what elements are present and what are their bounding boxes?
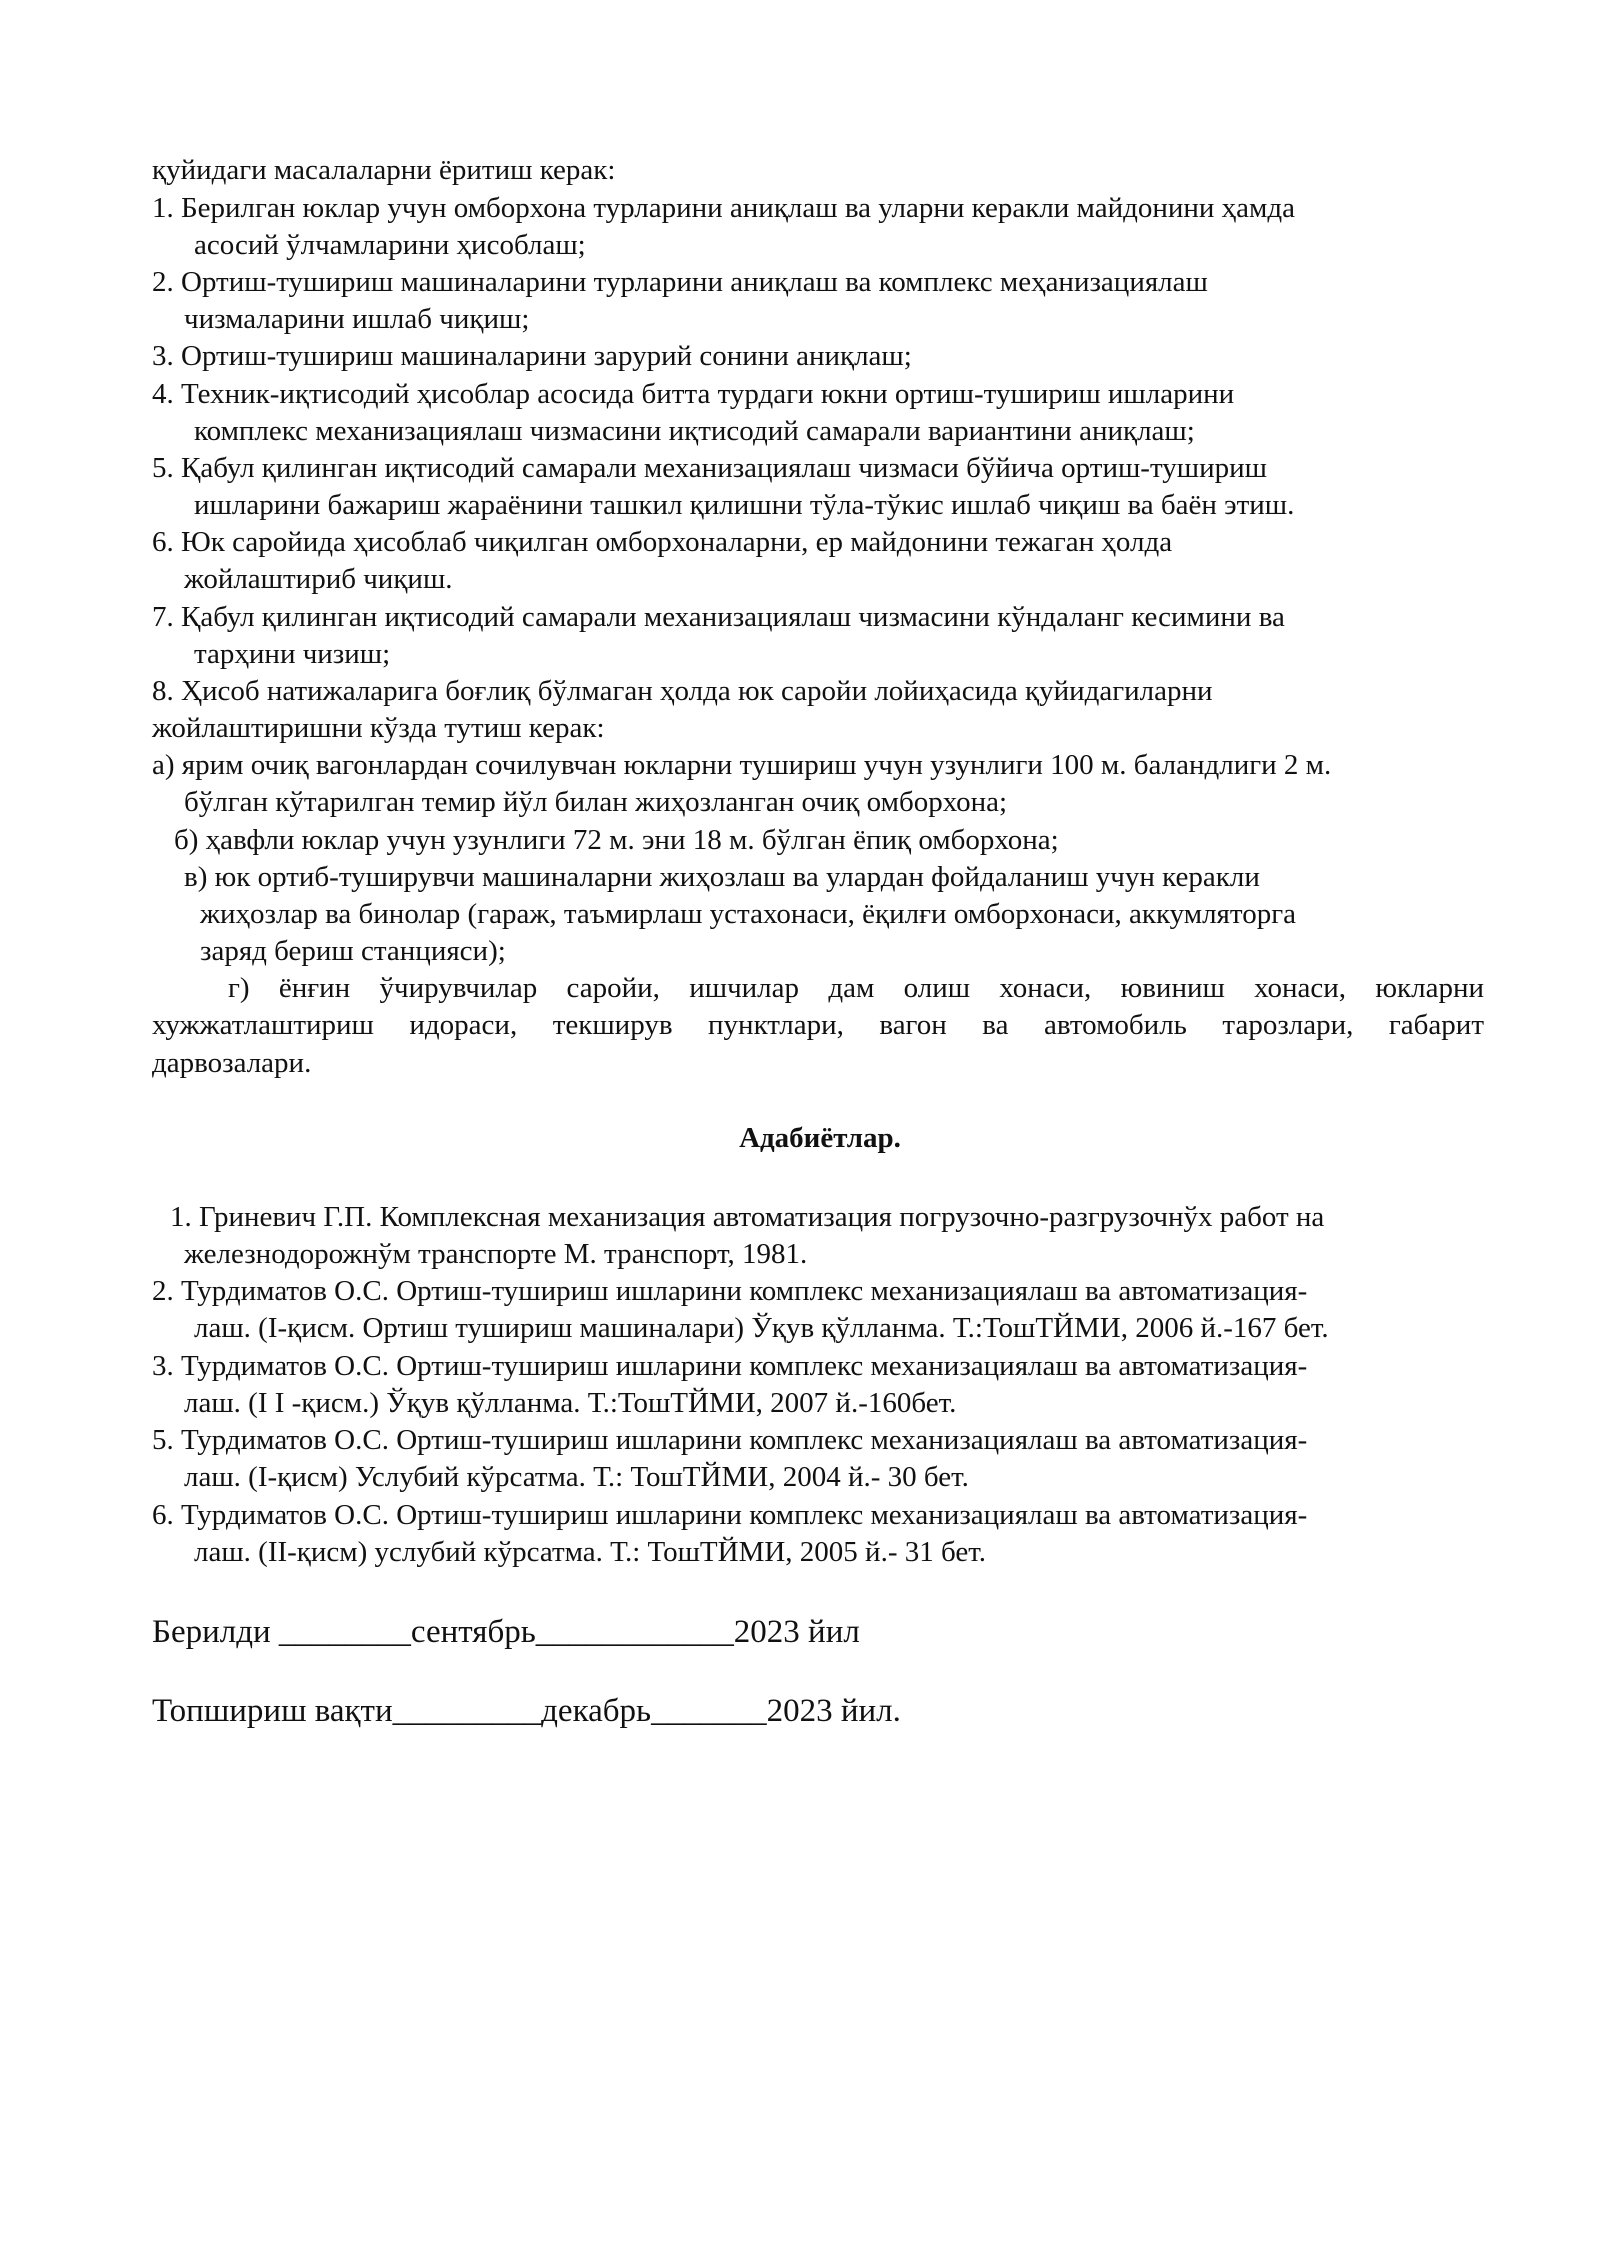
task-item-7-line-2: тарҳини чизиш;: [194, 638, 391, 670]
task-item-2-line-1: 2. Ортиш-тушириш машиналарини турларини аниқлаш ва комплекс меҳанизациялаш: [152, 266, 1208, 298]
task-item-6-line-2: жойлаштириб чиқиш.: [184, 563, 453, 595]
issued-date-line: Берилди ________сентябрь____________2023 йил: [152, 1614, 860, 1650]
task-item-4-line-1: 4. Техник-иқтисодий ҳисоблар асосида битта турдаги юкни ортиш-тушириш ишларини: [152, 378, 1235, 410]
task-item-8-line-2: жойлаштиришни кўзда тутиш керак:: [152, 712, 605, 744]
subitem-a-line-2: бўлган кўтарилган темир йўл билан жиҳозланган очиқ омборхона;: [184, 786, 1008, 818]
task-item-2-line-2: чизмаларини ишлаб чиқиш;: [184, 303, 530, 335]
subitem-g-line-2: хужжатлаштириш идораси, текширув пунктлари, вагон ва автомобиль тарозлари, габарит: [152, 1009, 1484, 1041]
task-item-5-line-2: ишларини бажариш жараёнини ташкил қилишни тўла-тўкис ишлаб чиқиш ва баён этиш.: [194, 489, 1295, 521]
task-item-3: 3. Ортиш-тушириш машиналарини зарурий сонини аниқлаш;: [152, 340, 912, 372]
subitem-v-line-1: в) юк ортиб-туширувчи машиналарни жиҳозлаш ва улардан фойдаланиш учун керакли: [184, 861, 1260, 893]
reference-3-line-1: 3. Турдиматов О.С. Ортиш-тушириш ишларини комплекс механизациялаш ва автоматизация-: [152, 1350, 1308, 1382]
task-item-5-line-1: 5. Қабул қилинган иқтисодий самарали механизациялаш чизмаси бўйича ортиш-тушириш: [152, 452, 1267, 484]
tasks-intro: қуйидаги масалаларни ёритиш керак:: [152, 154, 616, 186]
task-item-1-line-1: 1. Берилган юклар учун омборхона турларини аниқлаш ва уларни керакли майдонини ҳамда: [152, 192, 1296, 224]
reference-1-line-2: железнодорожнўм транспорте М. транспорт, 1981.: [184, 1238, 808, 1270]
reference-2-line-1: 2. Турдиматов О.С. Ортиш-тушириш ишларини комплекс механизациялаш ва автоматизация-: [152, 1275, 1308, 1307]
task-item-1-line-2: асосий ўлчамларини ҳисоблаш;: [194, 229, 586, 261]
task-item-7-line-1: 7. Қабул қилинган иқтисодий самарали механизациялаш чизмасини кўндаланг кесимини ва: [152, 601, 1285, 633]
reference-6-line-2: лаш. (II-қисм) услубий кўрсатма. Т.: ТошТЙМИ, 2005 й.- 31 бет.: [194, 1536, 986, 1568]
reference-5-line-1: 5. Турдиматов О.С. Ортиш-тушириш ишларини комплекс механизациялаш ва автоматизация-: [152, 1424, 1308, 1456]
reference-3-line-2: лаш. (I I -қисм.) Ўқув қўлланма. Т.:ТошТЙМИ, 2007 й.-160бет.: [184, 1387, 957, 1419]
reference-1-line-1: 1. Гриневич Г.П. Комплексная механизация автоматизация погрузочно-разгрузочнўх работ на: [170, 1201, 1325, 1233]
subitem-a-line-1: а) ярим очиқ вагонлардан сочилувчан юкларни тушириш учун узунлиги 100 м. баландлиги 2 м.: [152, 749, 1332, 781]
subitem-v-line-3: заряд бериш станцияси);: [200, 935, 506, 967]
subitem-v-line-2: жиҳозлар ва бинолар (гараж, таъмирлаш устахонаси, ёқилғи омборхонаси, аккумляторга: [200, 898, 1296, 930]
task-item-4-line-2: комплекс механизациялаш чизмасини иқтисодий самарали вариантини аниқлаш;: [194, 415, 1195, 447]
task-item-8-line-1: 8. Ҳисоб натижаларига боғлиқ бўлмаган ҳолда юк саройи лойиҳасида қуйидагиларни: [152, 675, 1213, 707]
task-item-6-line-1: 6. Юк саройида ҳисоблаб чиқилган омборхоналарни, ер майдонини тежаган ҳолда: [152, 526, 1173, 558]
subitem-g-line-1: г) ёнғин ўчирувчилар саройи, ишчилар дам олиш хонаси, ювиниш хонаси, юкларни: [228, 972, 1484, 1004]
reference-5-line-2: лаш. (I-қисм) Услубий кўрсатма. Т.: ТошТЙМИ, 2004 й.- 30 бет.: [184, 1461, 969, 1493]
reference-2-line-2: лаш. (I-қисм. Ортиш тушириш машиналари) Ўқув қўлланма. Т.:ТошТЙМИ, 2006 й.-167 бет.: [194, 1312, 1329, 1344]
references-heading: Адабиётлар.: [739, 1122, 901, 1154]
subitem-b: б) ҳавфли юклар учун узунлиги 72 м. эни 18 м. бўлган ёпиқ омборхона;: [174, 824, 1059, 856]
due-date-line: Топшириш вақти_________декабрь_______2023 йил.: [152, 1693, 901, 1729]
subitem-g-line-3: дарвозалари.: [152, 1047, 312, 1079]
reference-6-line-1: 6. Турдиматов О.С. Ортиш-тушириш ишларини комплекс механизациялаш ва автоматизация-: [152, 1499, 1308, 1531]
